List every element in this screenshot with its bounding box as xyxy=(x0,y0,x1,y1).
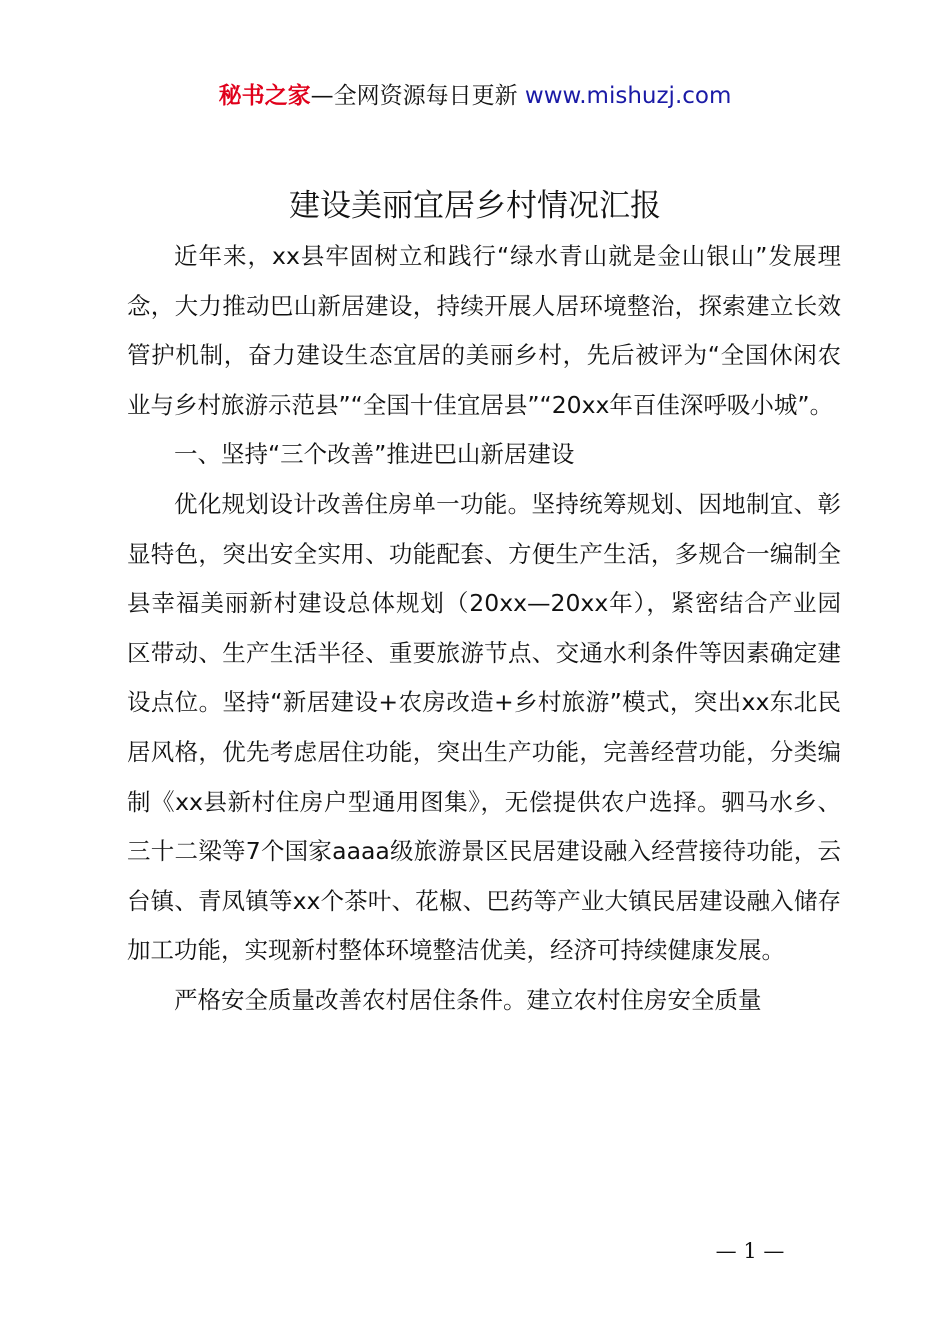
paragraph-safety: 严格安全质量改善农村居住条件。建立农村住房安全质量 xyxy=(174,985,762,1014)
page-number: — 1 — xyxy=(715,1239,785,1263)
site-tagline: —全网资源每日更新 xyxy=(310,83,525,109)
site-header xyxy=(0,80,950,112)
site-brand: 秘书之家 xyxy=(218,83,311,109)
document-body xyxy=(127,232,841,1026)
paragraph-planning: 优化规划设计改善住房单一功能。坚持统筹规划、因地制宜、彰显特色，突出安全实用、功能配套、方便生产生活，多规合一编制全县幸福美丽新村建设总体规划（20xx—20xx年），紧密结合产业园区带动、生产生活半径、重要旅游节点、交通水利条件等因素确定建设点位。坚持“新居建设+农房改造+乡村旅游”模式，突出xx东北民居风格，优先考虑居住功能，突出生产功能，完善经营功能，分类编制《xx县新村住房户型通用图集》，无偿提供农户选择。驷马水乡、三十二梁等7个国家aaaa级旅游景区民居建设融入经营接待功能，云台镇、青凤镇等xx个茶叶、花椒、巴药等产业大镇民居建设融入储存加工功能，实现新村整体环境整洁优美，经济可持续健康发展。 xyxy=(127,489,841,965)
paragraph-intro: 近年来，xx县牢固树立和践行“绿水青山就是金山银山”发展理念，大力推动巴山新居建设，持续开展人居环境整治，探索建立长效管护机制，奋力建设生态宜居的美丽乡村，先后被评为“全国休闲农业与乡村旅游示范县”“全国十佳宜居县”“20xx年百佳深呼吸小城”。 xyxy=(127,242,841,419)
document-title: 建设美丽宜居乡村情况汇报 xyxy=(289,188,661,224)
site-url[interactable]: www.mishuzj.com xyxy=(524,83,732,109)
section-heading: 一、坚持“三个改善”推进巴山新居建设 xyxy=(174,440,575,469)
